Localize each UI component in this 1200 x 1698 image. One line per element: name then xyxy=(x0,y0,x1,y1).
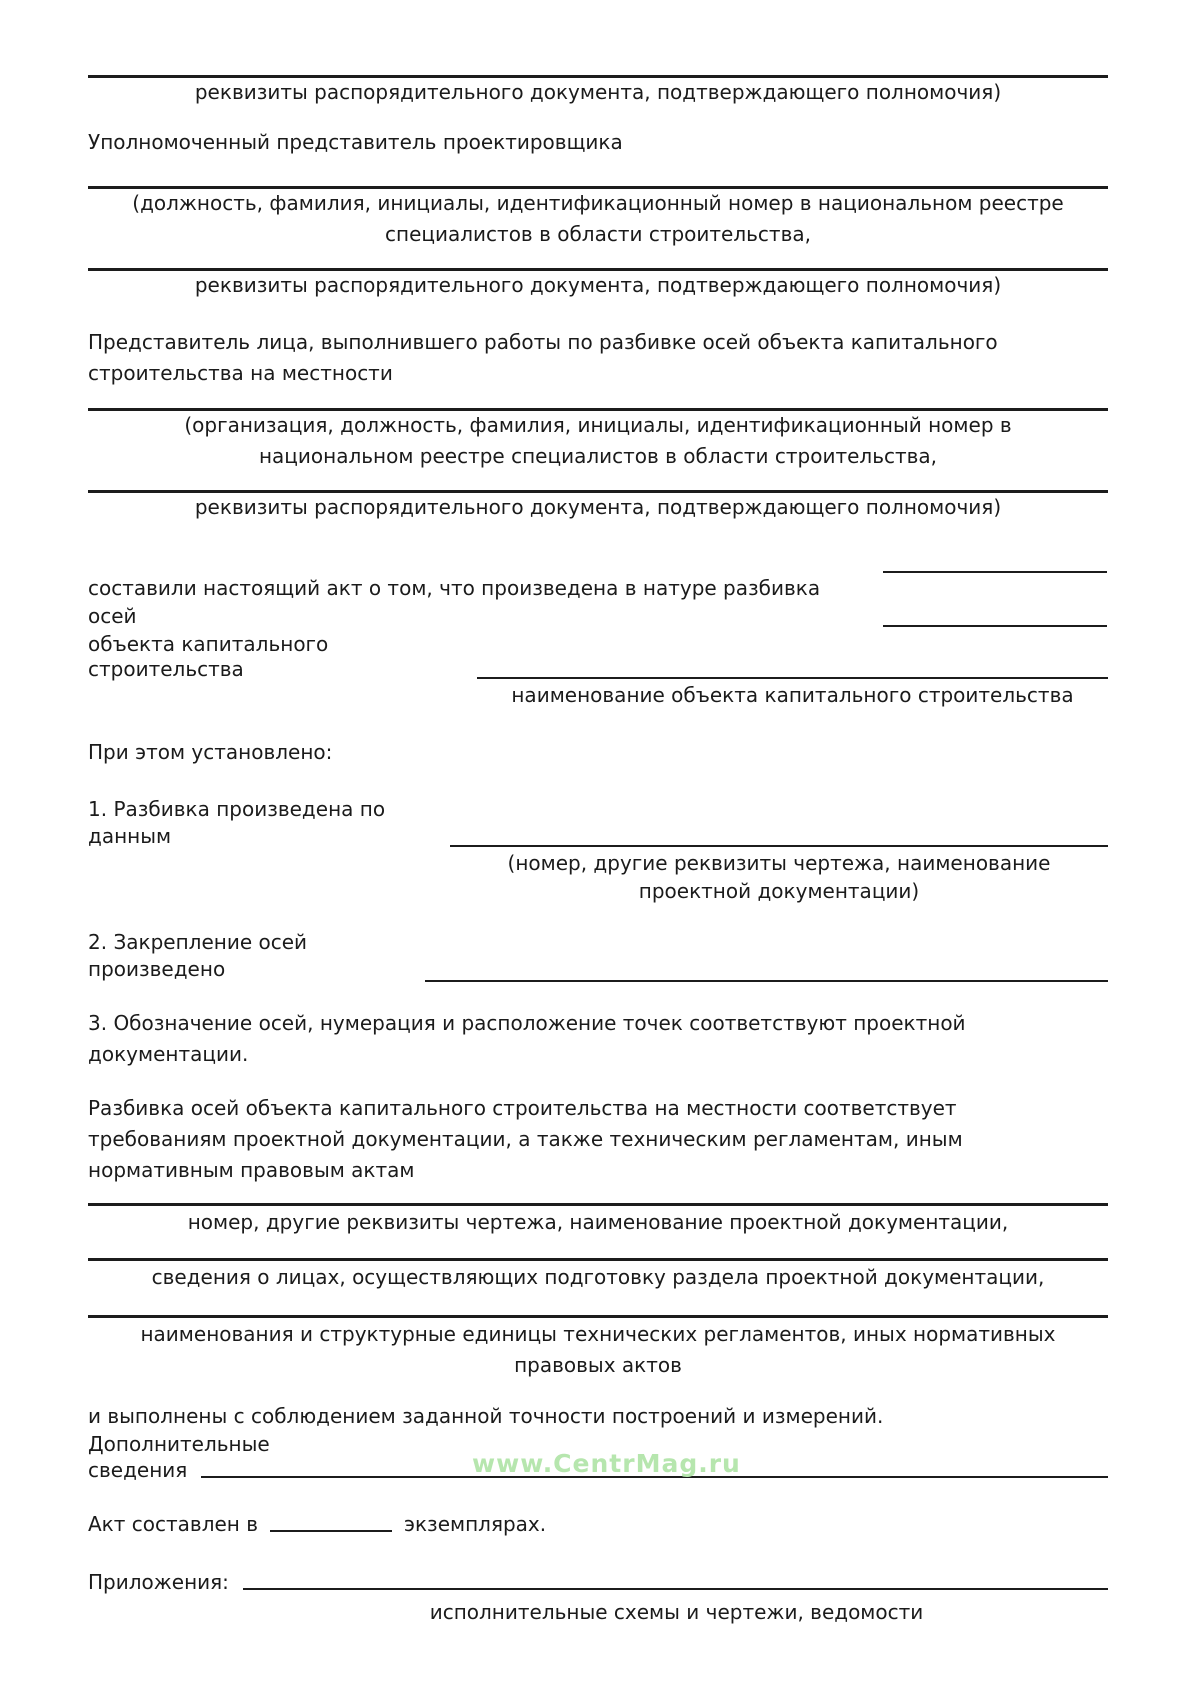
item3-line2: документации. xyxy=(88,1042,249,1066)
caption-organization-line1: (организация, должность, фамилия, инициалы, идентификационный номер в xyxy=(184,413,1012,437)
attachments-label: Приложения: xyxy=(88,1570,229,1594)
item3-line1: 3. Обозначение осей, нумерация и расположение точек соответствуют проектной xyxy=(88,1011,966,1035)
caption-organization-line2: национальном реестре специалистов в области строительства, xyxy=(258,444,938,468)
accuracy-line3: сведения xyxy=(88,1458,188,1482)
copies-row xyxy=(88,1512,546,1536)
copies-suffix: экземплярах. xyxy=(404,1512,547,1536)
caption-position-line2: специалистов в области строительства, xyxy=(385,222,811,246)
caption-drawing-line1: (номер, другие реквизиты чертежа, наименование xyxy=(507,851,1051,875)
caption-attachments: исполнительные схемы и чертежи, ведомости xyxy=(429,1600,924,1624)
caption-regulations-line1: наименования и структурные единицы технических регламентов, иных нормативных xyxy=(140,1322,1056,1346)
compliance-line2: требованиям проектной документации, а также техническим регламентам, иным xyxy=(88,1127,963,1151)
act-statement-line2: осей xyxy=(88,604,137,628)
section-rule xyxy=(88,1258,1108,1261)
paragraph-authorized-representative: Уполномоченный представитель проектировщика xyxy=(88,130,623,154)
act-statement-line4: строительства xyxy=(88,657,244,681)
section-rule xyxy=(88,75,1108,78)
caption-requisites-3: реквизиты распорядительного документа, подтверждающего полномочия) xyxy=(194,495,1002,519)
fill-line-object-2 xyxy=(883,625,1107,627)
accuracy-line2: Дополнительные xyxy=(88,1432,270,1456)
established-heading: При этом установлено: xyxy=(88,740,333,764)
paragraph-representative-line1: Представитель лица, выполнившего работы по разбивке осей объекта капитального xyxy=(88,330,998,354)
fill-line-object-1 xyxy=(883,571,1107,573)
section-rule xyxy=(88,186,1108,189)
compliance-line3: нормативным правовым актам xyxy=(88,1158,415,1182)
fill-line-axes-fixing xyxy=(425,980,1108,982)
section-rule xyxy=(88,490,1108,493)
caption-object-name: наименование объекта капитального строительства xyxy=(511,683,1074,707)
caption-number-requisites: номер, другие реквизиты чертежа, наименование проектной документации, xyxy=(187,1210,1009,1234)
item2-line1: 2. Закрепление осей xyxy=(88,930,308,954)
fill-line-object-name xyxy=(477,677,1108,679)
section-rule xyxy=(88,268,1108,271)
fill-line-attachments xyxy=(243,1588,1108,1590)
watermark: www.CentrMag.ru xyxy=(472,1449,741,1478)
section-rule xyxy=(88,1203,1108,1206)
caption-regulations-line2: правовых актов xyxy=(514,1353,682,1377)
caption-requisites-1: реквизиты распорядительного документа, подтверждающего полномочия) xyxy=(194,80,1002,104)
accuracy-line1: и выполнены с соблюдением заданной точности построений и измерений. xyxy=(88,1404,884,1428)
section-rule xyxy=(88,1315,1108,1318)
fill-line-copies-count xyxy=(270,1530,392,1532)
act-statement-line1: составили настоящий акт о том, что произведена в натуре разбивка xyxy=(88,576,821,600)
section-rule xyxy=(88,408,1108,411)
act-statement-line3: объекта капитального xyxy=(88,632,329,656)
item2-line2: произведено xyxy=(88,957,226,981)
copies-prefix: Акт составлен в xyxy=(88,1512,258,1536)
caption-persons: сведения о лицах, осуществляющих подготовку раздела проектной документации, xyxy=(151,1265,1045,1289)
fill-line-drawing xyxy=(450,845,1108,847)
caption-position-line1: (должность, фамилия, инициалы, идентификационный номер в национальном реестре xyxy=(132,191,1064,215)
item1-line1: 1. Разбивка произведена по xyxy=(88,797,386,821)
caption-requisites-2: реквизиты распорядительного документа, подтверждающего полномочия) xyxy=(194,273,1002,297)
compliance-line1: Разбивка осей объекта капитального строительства на местности соответствует xyxy=(88,1096,957,1120)
attachments-row xyxy=(88,1570,1108,1594)
item1-line2: данным xyxy=(88,824,172,848)
paragraph-representative-line2: строительства на местности xyxy=(88,361,393,385)
caption-drawing-line2: проектной документации) xyxy=(638,879,920,903)
